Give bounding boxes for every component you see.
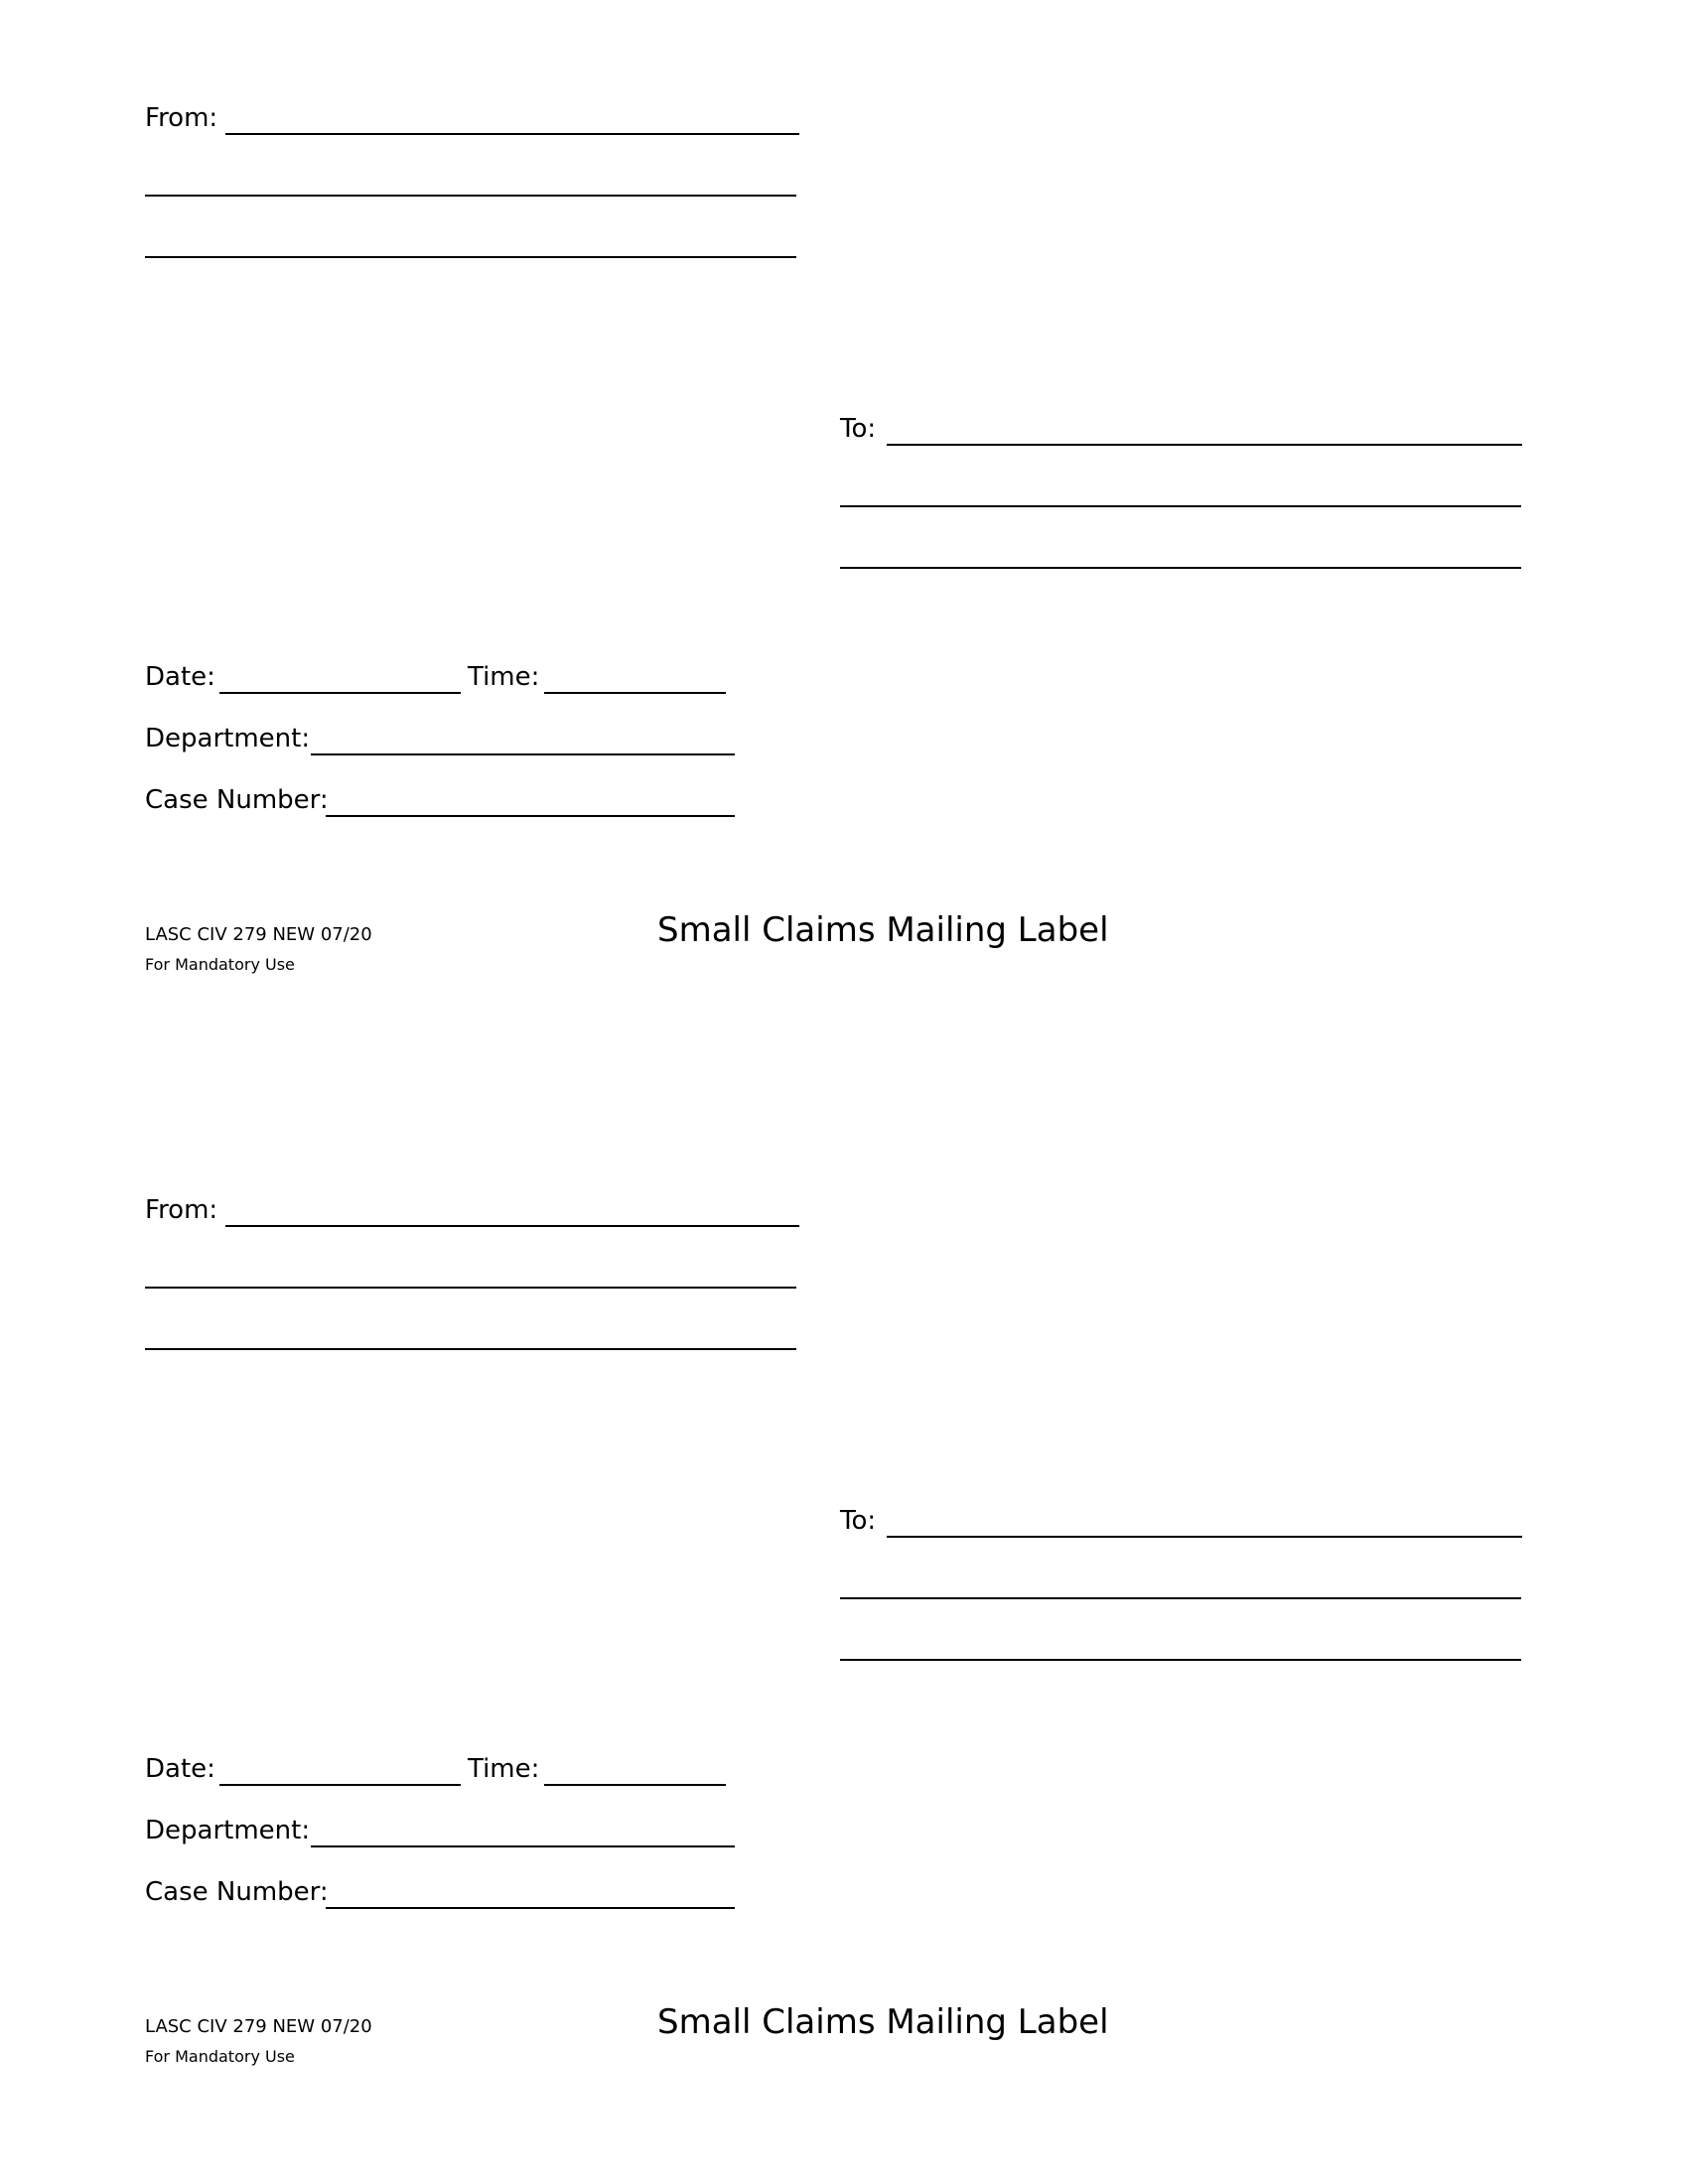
to-line-2[interactable] [840,1597,1521,1599]
from-label: From: [145,1195,218,1225]
department-label: Department: [145,724,311,753]
to-label: To: [840,414,877,444]
form-title: Small Claims Mailing Label [657,910,1109,950]
to-line-1[interactable] [887,444,1522,446]
time-line[interactable] [544,692,726,694]
to-line-1[interactable] [887,1536,1522,1538]
date-line[interactable] [219,692,461,694]
time-label: Time: [468,662,540,692]
from-line-2[interactable] [145,195,796,197]
time-label: Time: [468,1754,540,1784]
to-line-3[interactable] [840,1659,1521,1661]
from-line-3[interactable] [145,1348,796,1350]
to-label: To: [840,1506,877,1536]
mailing-label-2 [0,1092,1688,2184]
date-label: Date: [145,662,215,692]
from-line-3[interactable] [145,256,796,258]
form-note: For Mandatory Use [145,2047,295,2066]
date-label: Date: [145,1754,215,1784]
case-number-line[interactable] [326,1907,735,1909]
from-line-2[interactable] [145,1287,796,1289]
department-line[interactable] [311,1845,735,1847]
from-label: From: [145,103,218,133]
to-line-3[interactable] [840,567,1521,569]
time-line[interactable] [544,1784,726,1786]
form-note: For Mandatory Use [145,955,295,974]
date-line[interactable] [219,1784,461,1786]
from-line-1[interactable] [225,133,799,135]
department-line[interactable] [311,753,735,755]
case-number-label: Case Number: [145,785,329,815]
case-number-label: Case Number: [145,1877,329,1907]
to-line-2[interactable] [840,505,1521,507]
form-id: LASC CIV 279 NEW 07/20 [145,2016,372,2037]
form-id: LASC CIV 279 NEW 07/20 [145,924,372,945]
form-title: Small Claims Mailing Label [657,2002,1109,2042]
case-number-line[interactable] [326,815,735,817]
department-label: Department: [145,1816,311,1845]
from-line-1[interactable] [225,1225,799,1227]
